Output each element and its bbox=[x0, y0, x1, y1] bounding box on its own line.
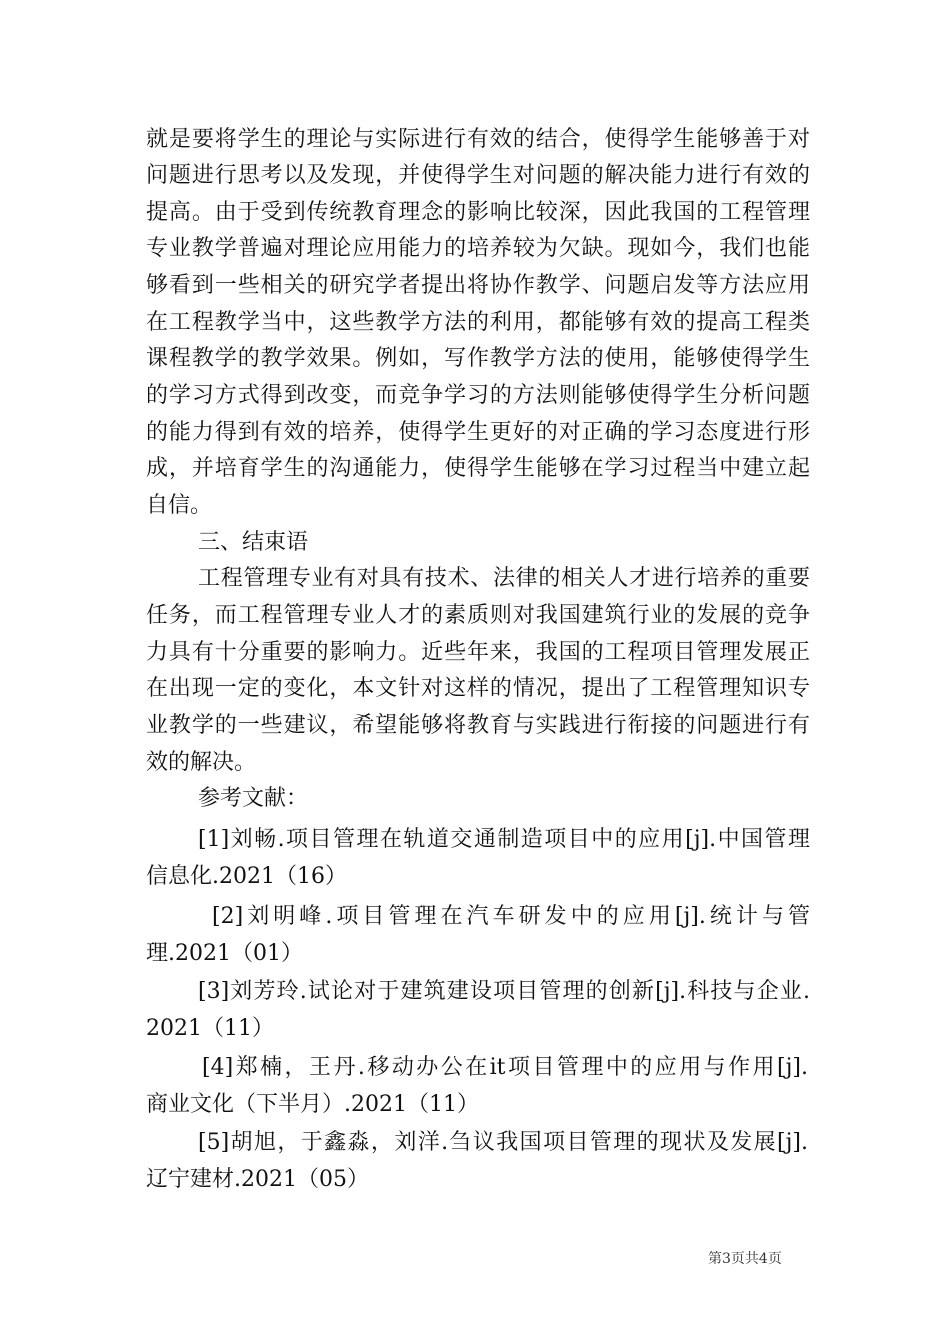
text-line: 在工程教学当中，这些教学方法的利用，都能够有效的提高工程类 bbox=[146, 310, 810, 335]
section-heading: 三、结束语 bbox=[198, 530, 309, 555]
text-line: 自信。 bbox=[146, 493, 213, 518]
reference-line: [5]胡旭，于鑫淼，刘洋.刍议我国项目管理的现状及发展[j]. bbox=[198, 1130, 808, 1155]
page-number: 第3页共4页 bbox=[708, 1251, 782, 1267]
text-line: 成，并培育学生的沟通能力，使得学生能够在学习过程当中建立起 bbox=[146, 456, 810, 481]
text-line: 提高。由于受到传统教育理念的影响比较深，因此我国的工程管理 bbox=[146, 200, 810, 225]
text-line: 业教学的一些建议，希望能够将教育与实践进行衔接的问题进行有 bbox=[146, 713, 810, 738]
text-line: 力具有十分重要的影响力。近些年来，我国的工程项目管理发展正 bbox=[146, 640, 810, 665]
reference-line: 信息化.2021（16） bbox=[146, 864, 347, 889]
text-line: 任务，而工程管理专业人才的素质则对我国建筑行业的发展的竞争 bbox=[146, 603, 810, 628]
reference-line: 商业文化（下半月）.2021（11） bbox=[146, 1092, 479, 1117]
references-heading: 参考文献： bbox=[198, 786, 309, 811]
reference-line: 理.2021（01） bbox=[146, 941, 303, 966]
text-line: 的学习方式得到改变，而竞争学习的方法则能够使得学生分析问题 bbox=[146, 383, 810, 408]
reference-line: [3]刘芳玲.试论对于建筑建设项目管理的创新[j].科技与企业. bbox=[198, 979, 810, 1004]
text-line: 课程教学的教学效果。例如，写作教学方法的使用，能够使得学生 bbox=[146, 346, 810, 371]
text-line: 工程管理专业有对具有技术、法律的相关人才进行培养的重要 bbox=[198, 566, 810, 591]
text-line: 够看到一些相关的研究学者提出将协作教学、问题启发等方法应用 bbox=[146, 273, 810, 298]
text-line: 就是要将学生的理论与实际进行有效的结合，使得学生能够善于对 bbox=[146, 127, 810, 152]
text-line: 问题进行思考以及发现，并使得学生对问题的解决能力进行有效的 bbox=[146, 163, 810, 188]
text-line: 专业教学普遍对理论应用能力的培养较为欠缺。现如今，我们也能 bbox=[146, 236, 810, 261]
text-line: 效的解决。 bbox=[146, 750, 257, 775]
text-line: 的能力得到有效的培养，使得学生更好的对正确的学习态度进行形 bbox=[146, 420, 810, 445]
reference-line: [1]刘畅.项目管理在轨道交通制造项目中的应用[j].中国管理 bbox=[198, 827, 810, 852]
reference-line: 辽宁建材.2021（05） bbox=[146, 1167, 369, 1192]
reference-line: [2]刘明峰.项目管理在汽车研发中的应用[j].统计与管 bbox=[212, 904, 810, 929]
reference-line: 2021（11） bbox=[146, 1016, 274, 1041]
reference-line: [4]郑楠，王丹.移动办公在it项目管理中的应用与作用[j]. bbox=[202, 1055, 808, 1080]
text-line: 在出现一定的变化，本文针对这样的情况，提出了工程管理知识专 bbox=[146, 676, 810, 701]
